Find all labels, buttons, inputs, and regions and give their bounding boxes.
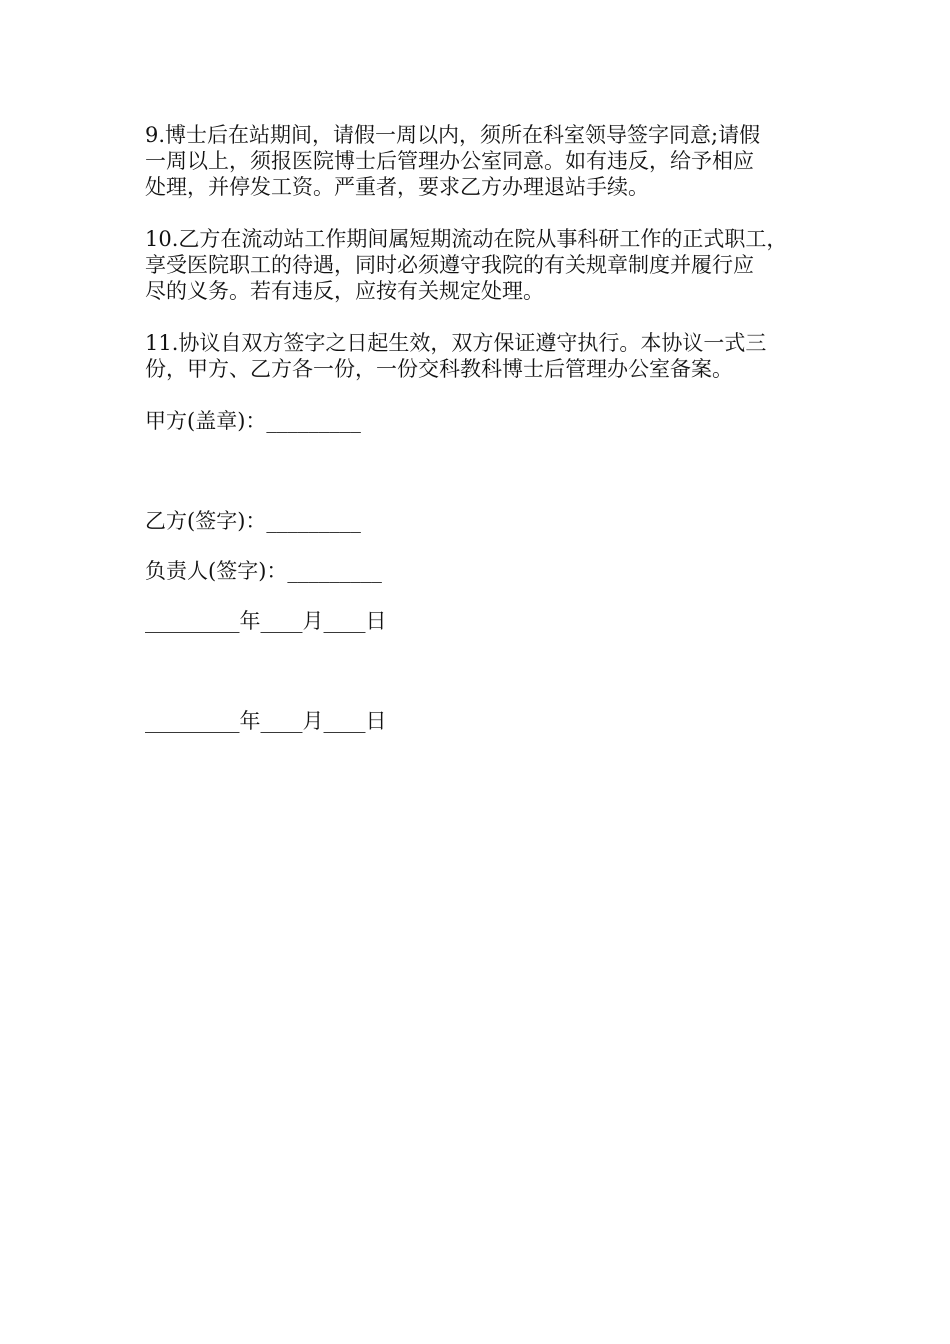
clause-11-line-1: 11.协议自双方签字之日起生效，双方保证遵守执行。本协议一式三 [145,331,767,355]
party-a-seal-line: 甲方(盖章)：_________ [145,409,361,433]
spacer [145,534,815,558]
document-body [145,122,815,734]
spacer [145,584,815,608]
clause-10-line-1: 10.乙方在流动站工作期间属短期流动在院从事科研工作的正式职工， [145,227,788,251]
clause-11-line-2: 份，甲方、乙方各一份，一份交科教科博士后管理办公室备案。 [145,357,733,381]
clause-10-line-3: 尽的义务。若有违反，应按有关规定处理。 [145,279,544,303]
clause-9-line-2: 一周以上，须报医院博士后管理办公室同意。如有违反，给予相应 [145,149,754,173]
spacer [145,434,815,508]
clause-9-line-1: 9.博士后在站期间，请假一周以内，须所在科室领导签字同意;请假 [145,123,761,147]
clause-11 [145,330,815,382]
date-line-2: _________年____月____日 [145,709,387,733]
party-b-signature-line: 乙方(签字)：_________ [145,509,361,533]
clause-10 [145,226,815,304]
date-line-1: _________年____月____日 [145,609,387,633]
responsible-person-signature-line: 负责人(签字)：_________ [145,559,382,583]
clause-10-line-2: 享受医院职工的待遇，同时必须遵守我院的有关规章制度并履行应 [145,253,754,277]
clause-9-line-3: 处理，并停发工资。严重者，要求乙方办理退站手续。 [145,175,649,199]
clause-9 [145,122,815,200]
spacer [145,634,815,708]
